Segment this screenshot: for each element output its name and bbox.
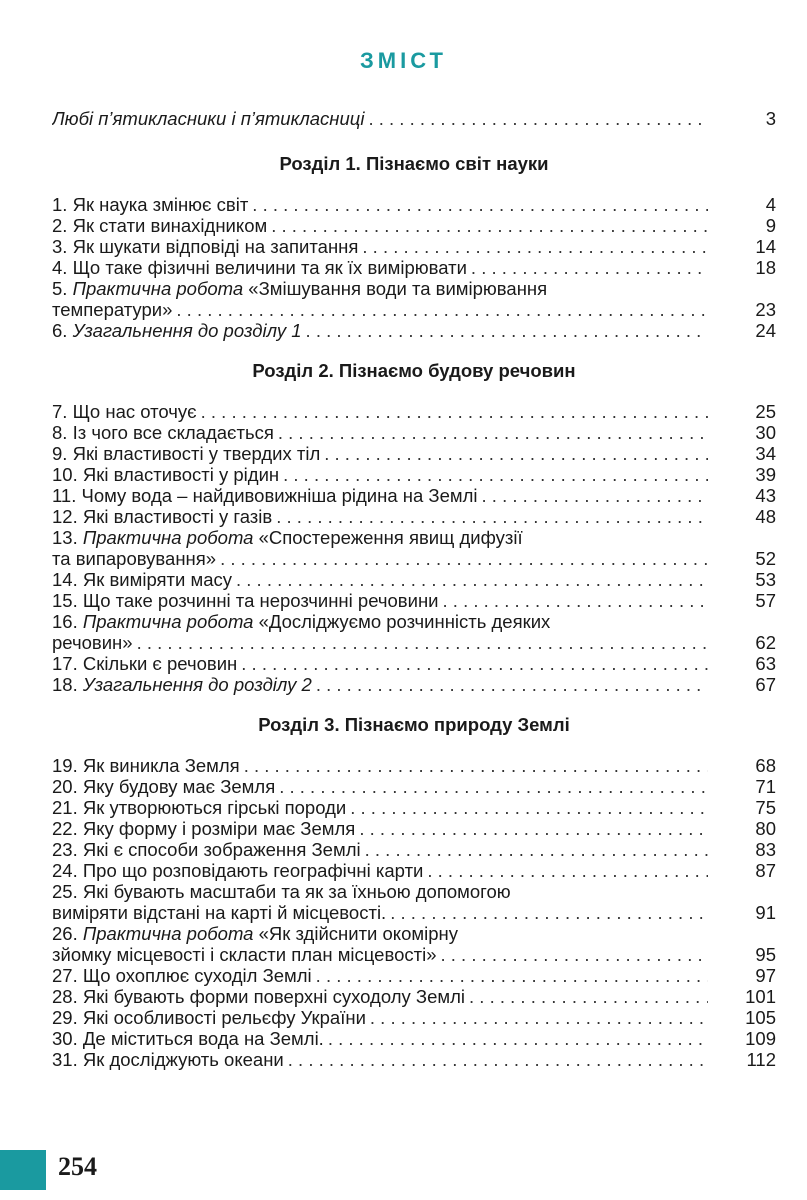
entry-title-continued: зйомку місцевості і скласти план місцевості» bbox=[52, 944, 437, 965]
entry-number: 10. bbox=[52, 464, 78, 485]
leader-dots bbox=[316, 674, 708, 695]
entry-title: «Змішування води та вимірювання bbox=[248, 278, 548, 299]
entry-title: Як виникла Земля bbox=[82, 755, 240, 776]
entry-text bbox=[52, 485, 478, 506]
entry-text bbox=[52, 965, 312, 986]
leader-dots bbox=[328, 1028, 708, 1049]
toc-entry-row[interactable] bbox=[52, 653, 776, 674]
entry-page-number: 4 bbox=[765, 194, 776, 215]
leader-dots bbox=[482, 485, 708, 506]
entry-number: 5. bbox=[52, 278, 68, 299]
toc-entry-row[interactable] bbox=[52, 1028, 776, 1049]
toc-entry-row[interactable] bbox=[52, 797, 776, 818]
entry-page-number: 91 bbox=[755, 902, 776, 923]
entry-text bbox=[52, 401, 197, 422]
entry-page-number: 97 bbox=[755, 965, 776, 986]
entry-italic-label: Практична робота bbox=[82, 923, 254, 944]
entry-title: Як стати винахідником bbox=[72, 215, 268, 236]
toc-entry-row[interactable] bbox=[52, 839, 776, 860]
leader-dots bbox=[283, 464, 708, 485]
entry-title: Що таке фізичні величини та як їх вимірювати bbox=[72, 257, 467, 278]
leader-dots bbox=[390, 902, 708, 923]
entry-number: 24. bbox=[52, 860, 78, 881]
toc-entry-row[interactable] bbox=[52, 632, 776, 653]
entry-page-number: 24 bbox=[755, 320, 776, 341]
leader-dots bbox=[241, 653, 708, 674]
footer-accent-bar bbox=[0, 1150, 46, 1190]
leader-dots bbox=[276, 506, 708, 527]
entry-italic-label: Практична робота bbox=[82, 527, 254, 548]
toc-entry-row[interactable] bbox=[52, 818, 776, 839]
entry-page-number: 23 bbox=[755, 299, 776, 320]
entry-page-number: 112 bbox=[746, 1049, 776, 1070]
entry-number: 8. bbox=[52, 422, 68, 443]
entry-number: 28. bbox=[52, 986, 78, 1007]
toc-entry-row[interactable] bbox=[52, 569, 776, 590]
toc-entry-row[interactable] bbox=[52, 464, 776, 485]
toc-entry-row[interactable] bbox=[52, 257, 776, 278]
entry-page-number: 9 bbox=[765, 215, 776, 236]
entry-text bbox=[52, 860, 423, 881]
leader-dots bbox=[359, 818, 708, 839]
toc-entry-row[interactable] bbox=[52, 194, 776, 215]
entry-number: 6. bbox=[52, 320, 68, 341]
entry-number: 11. bbox=[52, 485, 77, 506]
entry-number: 20. bbox=[52, 776, 78, 797]
entry-text bbox=[52, 653, 237, 674]
entry-number: 15. bbox=[52, 590, 78, 611]
entry-number: 1. bbox=[52, 194, 68, 215]
entry-title: Що охоплює суходіл Землі bbox=[82, 965, 312, 986]
entry-page-number: 101 bbox=[745, 986, 776, 1007]
toc-entry-row[interactable] bbox=[52, 755, 776, 776]
toc-entry-line[interactable] bbox=[52, 923, 776, 944]
section-heading: Розділ 3. Пізнаємо природу Землі bbox=[258, 714, 570, 735]
leader-dots bbox=[288, 1049, 708, 1070]
entry-title-continued: виміряти відстані на карті й місцевості. bbox=[52, 902, 387, 923]
entry-text bbox=[52, 590, 439, 611]
entry-text bbox=[52, 569, 232, 590]
entry-title: Як утворюються гірські породи bbox=[82, 797, 347, 818]
entry-page-number: 67 bbox=[755, 674, 776, 695]
entry-text bbox=[52, 1049, 284, 1070]
entry-page-number: 68 bbox=[755, 755, 776, 776]
leader-dots bbox=[469, 986, 708, 1007]
entry-page-number: 105 bbox=[745, 1007, 776, 1028]
entry-title: Яку форму і розміри має Земля bbox=[82, 818, 356, 839]
entry-title: Як наука змінює світ bbox=[72, 194, 249, 215]
entry-title: Чому вода – найдивовижніша рідина на Землі bbox=[81, 485, 478, 506]
entry-number: 12. bbox=[52, 506, 78, 527]
toc-entry-row[interactable] bbox=[52, 944, 776, 965]
leader-dots bbox=[201, 401, 708, 422]
entry-number: 14. bbox=[52, 569, 78, 590]
entry-number: 7. bbox=[52, 401, 68, 422]
entry-text bbox=[52, 506, 272, 527]
entry-page-number: 25 bbox=[755, 401, 776, 422]
entry-number: 2. bbox=[52, 215, 68, 236]
toc-entry-row[interactable] bbox=[52, 215, 776, 236]
entry-italic-label: Узагальнення до розділу 1 bbox=[72, 320, 302, 341]
toc-entry-row[interactable] bbox=[52, 590, 776, 611]
toc-entry-row[interactable] bbox=[52, 674, 776, 695]
toc-entry-row[interactable] bbox=[52, 548, 776, 569]
entry-italic-label: Практична робота bbox=[72, 278, 244, 299]
entry-title: Які бувають форми поверхні суходолу Землі bbox=[82, 986, 466, 1007]
entry-title-continued: та випаровування» bbox=[52, 548, 217, 569]
entry-text bbox=[52, 236, 358, 257]
entry-text bbox=[52, 320, 302, 341]
toc-entry-line[interactable] bbox=[52, 611, 776, 632]
entry-title: Які властивості у твердих тіл bbox=[72, 443, 321, 464]
entry-title: Які є способи зображення Землі bbox=[82, 839, 361, 860]
entry-title-continued: температури» bbox=[52, 299, 173, 320]
entry-title: Скільки є речовин bbox=[82, 653, 238, 674]
entry-number: 31. bbox=[52, 1049, 78, 1070]
entry-title: Де міститься вода на Землі. bbox=[82, 1028, 324, 1049]
entry-text bbox=[52, 194, 248, 215]
entry-title: Яку будову має Земля bbox=[82, 776, 276, 797]
entry-title: Що нас оточує bbox=[72, 401, 197, 422]
entry-number: 4. bbox=[52, 257, 68, 278]
entry-page-number: 71 bbox=[755, 776, 776, 797]
leader-dots bbox=[443, 590, 708, 611]
entry-page-number: 14 bbox=[755, 236, 776, 257]
toc-entry-line[interactable] bbox=[52, 278, 776, 299]
leader-dots bbox=[362, 236, 708, 257]
entry-title: «Досліджуємо розчинність деяких bbox=[258, 611, 551, 632]
entry-title: Які властивості у газів bbox=[82, 506, 273, 527]
leader-dots bbox=[220, 548, 708, 569]
toc-entry-row[interactable] bbox=[52, 506, 776, 527]
leader-dots bbox=[279, 776, 708, 797]
entry-page-number: 57 bbox=[755, 590, 776, 611]
entry-page-number: 39 bbox=[755, 464, 776, 485]
entry-number: 3. bbox=[52, 236, 68, 257]
entry-text bbox=[52, 797, 346, 818]
table-of-contents bbox=[52, 104, 776, 1070]
leader-dots bbox=[368, 104, 708, 134]
toc-intro-page: 3 bbox=[765, 108, 776, 129]
entry-italic-label: Узагальнення до розділу 2 bbox=[82, 674, 312, 695]
toc-entry-row[interactable] bbox=[52, 422, 776, 443]
toc-entry-line[interactable] bbox=[52, 881, 776, 902]
entry-number: 21. bbox=[52, 797, 78, 818]
entry-title: Із чого все складається bbox=[72, 422, 274, 443]
section-heading: Розділ 1. Пізнаємо світ науки bbox=[279, 153, 549, 174]
toc-intro-row[interactable] bbox=[52, 104, 776, 134]
entry-page-number: 87 bbox=[755, 860, 776, 881]
leader-dots bbox=[324, 443, 708, 464]
toc-entry-row[interactable] bbox=[52, 965, 776, 986]
entry-number: 23. bbox=[52, 839, 78, 860]
toc-entry-row[interactable] bbox=[52, 860, 776, 881]
entry-number: 13. bbox=[52, 527, 78, 548]
leader-dots bbox=[365, 839, 708, 860]
entry-title: Які властивості у рідин bbox=[82, 464, 280, 485]
leader-dots bbox=[316, 965, 708, 986]
entry-number: 26. bbox=[52, 923, 78, 944]
page-number: 254 bbox=[58, 1152, 97, 1181]
entry-page-number: 80 bbox=[755, 818, 776, 839]
entry-title: «Спостереження явищ дифузії bbox=[258, 527, 523, 548]
entry-page-number: 83 bbox=[755, 839, 776, 860]
entry-title: Як досліджують океани bbox=[82, 1049, 284, 1070]
entry-title: Що таке розчинні та нерозчинні речовини bbox=[82, 590, 439, 611]
toc-entry-row[interactable] bbox=[52, 236, 776, 257]
entry-number: 22. bbox=[52, 818, 78, 839]
entry-number: 30. bbox=[52, 1028, 78, 1049]
leader-dots bbox=[236, 569, 708, 590]
toc-intro-text: Любі п’ятикласники і п’ятикласниці bbox=[52, 108, 365, 129]
entry-page-number: 52 bbox=[755, 548, 776, 569]
toc-entry-row[interactable] bbox=[52, 1049, 776, 1070]
entry-title: Про що розповідають географічні карти bbox=[82, 860, 424, 881]
entry-page-number: 62 bbox=[755, 632, 776, 653]
entry-text bbox=[52, 422, 274, 443]
entry-page-number: 43 bbox=[755, 485, 776, 506]
entry-text bbox=[52, 257, 467, 278]
leader-dots bbox=[278, 422, 708, 443]
leader-dots bbox=[306, 320, 708, 341]
entry-text bbox=[52, 1028, 324, 1049]
leader-dots bbox=[137, 632, 708, 653]
leader-dots bbox=[440, 944, 708, 965]
leader-dots bbox=[176, 299, 708, 320]
toc-entry-row[interactable] bbox=[52, 320, 776, 341]
entry-title-continued: речовин» bbox=[52, 632, 133, 653]
leader-dots bbox=[427, 860, 708, 881]
entry-title: Які особливості рельєфу України bbox=[82, 1007, 366, 1028]
entry-number: 19. bbox=[52, 755, 78, 776]
entry-text bbox=[52, 443, 320, 464]
leader-dots bbox=[350, 797, 708, 818]
section-heading: Розділ 2. Пізнаємо будову речовин bbox=[252, 360, 576, 381]
toc-entry-row[interactable] bbox=[52, 485, 776, 506]
entry-text bbox=[52, 986, 465, 1007]
entry-text bbox=[52, 755, 240, 776]
entry-page-number: 34 bbox=[755, 443, 776, 464]
leader-dots bbox=[271, 215, 708, 236]
entry-title: «Як здійснити окомірну bbox=[258, 923, 458, 944]
leader-dots bbox=[471, 257, 708, 278]
entry-number: 25. bbox=[52, 881, 78, 902]
entry-text bbox=[52, 464, 279, 485]
entry-page-number: 75 bbox=[755, 797, 776, 818]
entry-page-number: 30 bbox=[755, 422, 776, 443]
leader-dots bbox=[252, 194, 708, 215]
entry-page-number: 18 bbox=[755, 257, 776, 278]
entry-page-number: 109 bbox=[745, 1028, 776, 1049]
leader-dots bbox=[244, 755, 708, 776]
page-title: ЗМІСТ bbox=[360, 48, 447, 73]
entry-italic-label: Практична робота bbox=[82, 611, 254, 632]
entry-text bbox=[52, 818, 355, 839]
entry-number: 9. bbox=[52, 443, 68, 464]
toc-entry-row[interactable] bbox=[52, 986, 776, 1007]
entry-page-number: 63 bbox=[755, 653, 776, 674]
toc-entry-row[interactable] bbox=[52, 1007, 776, 1028]
entry-number: 17. bbox=[52, 653, 78, 674]
entry-title: Як виміряти масу bbox=[82, 569, 232, 590]
entry-number: 27. bbox=[52, 965, 78, 986]
toc-entry-row[interactable] bbox=[52, 776, 776, 797]
entry-text bbox=[52, 674, 312, 695]
entry-text bbox=[52, 839, 361, 860]
toc-entry-row[interactable] bbox=[52, 902, 776, 923]
entry-number: 18. bbox=[52, 674, 78, 695]
toc-entry-row[interactable] bbox=[52, 299, 776, 320]
entry-title: Як шукати відповіді на запитання bbox=[72, 236, 359, 257]
entry-text bbox=[52, 1007, 366, 1028]
entry-number: 16. bbox=[52, 611, 78, 632]
entry-title: Які бувають масштаби та як за їхньою допомогою bbox=[82, 881, 511, 902]
toc-entry-line[interactable] bbox=[52, 527, 776, 548]
leader-dots bbox=[370, 1007, 708, 1028]
entry-page-number: 95 bbox=[755, 944, 776, 965]
entry-text bbox=[52, 215, 267, 236]
entry-text bbox=[52, 776, 275, 797]
entry-page-number: 53 bbox=[755, 569, 776, 590]
toc-entry-row[interactable] bbox=[52, 401, 776, 422]
entry-page-number: 48 bbox=[755, 506, 776, 527]
toc-entry-row[interactable] bbox=[52, 443, 776, 464]
entry-number: 29. bbox=[52, 1007, 78, 1028]
